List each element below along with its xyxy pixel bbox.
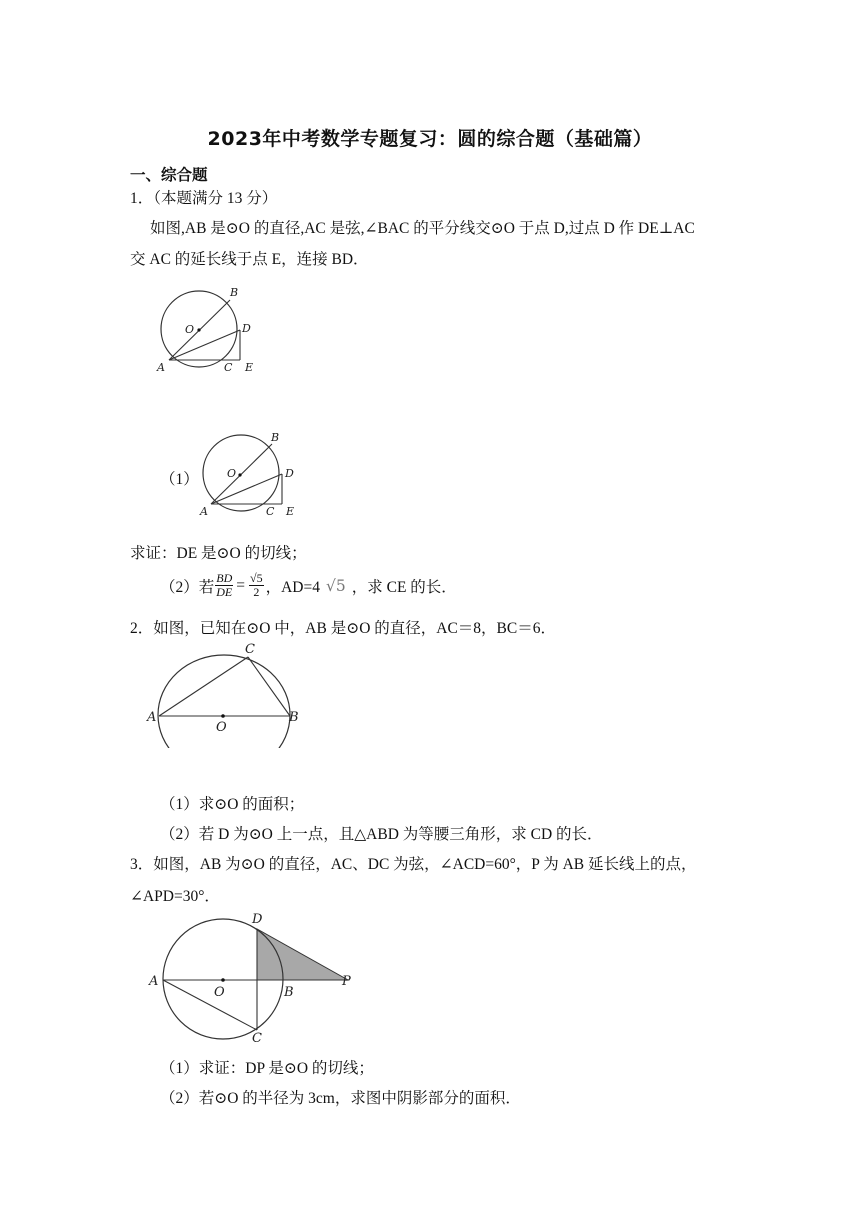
q1f1-label-o: O bbox=[185, 323, 195, 336]
q1-line2: 交 AC 的延长线于点 E，连接 BD． bbox=[130, 251, 369, 268]
q1-figure-1 bbox=[152, 284, 272, 385]
q1-frac2-denominator: 2 bbox=[253, 585, 260, 599]
q1f1-label-b: B bbox=[230, 286, 239, 299]
q1f2-label-e: E bbox=[286, 505, 295, 518]
q1-header: 1．（本题满分 13 分） bbox=[130, 190, 278, 207]
q1-line1: 如图,AB 是⊙O 的直径,AC 是弦,∠BAC 的平分线交⊙O 于点 D,过点 D 作 DE⊥AC bbox=[150, 220, 695, 237]
q2-figure bbox=[144, 638, 314, 753]
q1-part2-mid: ，AD=4 bbox=[265, 578, 320, 596]
q1f2-label-b: B bbox=[271, 431, 280, 444]
q1-part2-prefix: （2）若 bbox=[160, 578, 215, 596]
q1-frac1-numerator: BD bbox=[216, 571, 233, 585]
q1-part1-text: 求证：DE 是⊙O 的切线； bbox=[130, 545, 307, 562]
q2-label-o: O bbox=[216, 720, 227, 735]
q3-figure bbox=[146, 908, 366, 1053]
q3-part1: （1）求证：DP 是⊙O 的切线； bbox=[160, 1060, 374, 1077]
q3-label-o: O bbox=[214, 985, 225, 1000]
q1-part2-suffix: ，求 CE 的长． bbox=[351, 578, 457, 596]
q3-label-b: B bbox=[284, 985, 294, 1000]
q3-label-d: D bbox=[252, 912, 263, 927]
q2-line1: 2．如图，已知在⊙O 中，AB 是⊙O 的直径，AC＝8，BC＝6． bbox=[130, 620, 556, 637]
q3-line1: 3．如图，AB 为⊙O 的直径，AC、DC 为弦，∠ACD=60°，P 为 AB 延长线上的点， bbox=[130, 856, 697, 873]
q2-label-b: B bbox=[289, 710, 299, 725]
q3-label-c: C bbox=[252, 1031, 262, 1046]
q2-label-a: A bbox=[147, 710, 157, 725]
q1-part2 bbox=[160, 572, 457, 599]
q1-fraction-sqrt5-2 bbox=[249, 572, 264, 599]
q1-equals: = bbox=[236, 576, 246, 594]
q3-line2: ∠APD=30°． bbox=[130, 888, 220, 905]
q3-label-a: A bbox=[149, 974, 159, 989]
q2-part1: （1）求⊙O 的面积； bbox=[160, 796, 305, 813]
q1-figure-2 bbox=[196, 428, 316, 529]
q1f2-label-a: A bbox=[200, 505, 208, 518]
q1f1-label-e: E bbox=[245, 361, 254, 374]
q1-fraction-bd-de bbox=[215, 572, 233, 599]
q1f1-label-a: A bbox=[157, 361, 165, 374]
q1-frac1-denominator: DE bbox=[216, 585, 233, 599]
section-heading: 一、综合题 bbox=[130, 166, 208, 184]
q2-part2: （2）若 D 为⊙O 上一点，且△ABD 为等腰三角形，求 CD 的长． bbox=[160, 826, 603, 843]
q2-label-c: C bbox=[245, 642, 255, 657]
q1-sqrt-inline: √5 bbox=[326, 576, 346, 595]
q1-frac2-numerator: √5 bbox=[250, 571, 263, 585]
q1f1-label-c: C bbox=[224, 361, 233, 374]
q1-part1-label: （1） bbox=[160, 471, 199, 488]
q1f2-label-d: D bbox=[285, 467, 294, 480]
page-title: 2023年中考数学专题复习：圆的综合题（基础篇） bbox=[207, 128, 653, 150]
q1f2-label-o: O bbox=[227, 467, 237, 480]
q1f1-label-d: D bbox=[242, 322, 251, 335]
q3-label-p: P bbox=[342, 974, 351, 989]
q3-part2: （2）若⊙O 的半径为 3cm，求图中阴影部分的面积． bbox=[160, 1090, 521, 1107]
q1f2-label-c: C bbox=[266, 505, 275, 518]
